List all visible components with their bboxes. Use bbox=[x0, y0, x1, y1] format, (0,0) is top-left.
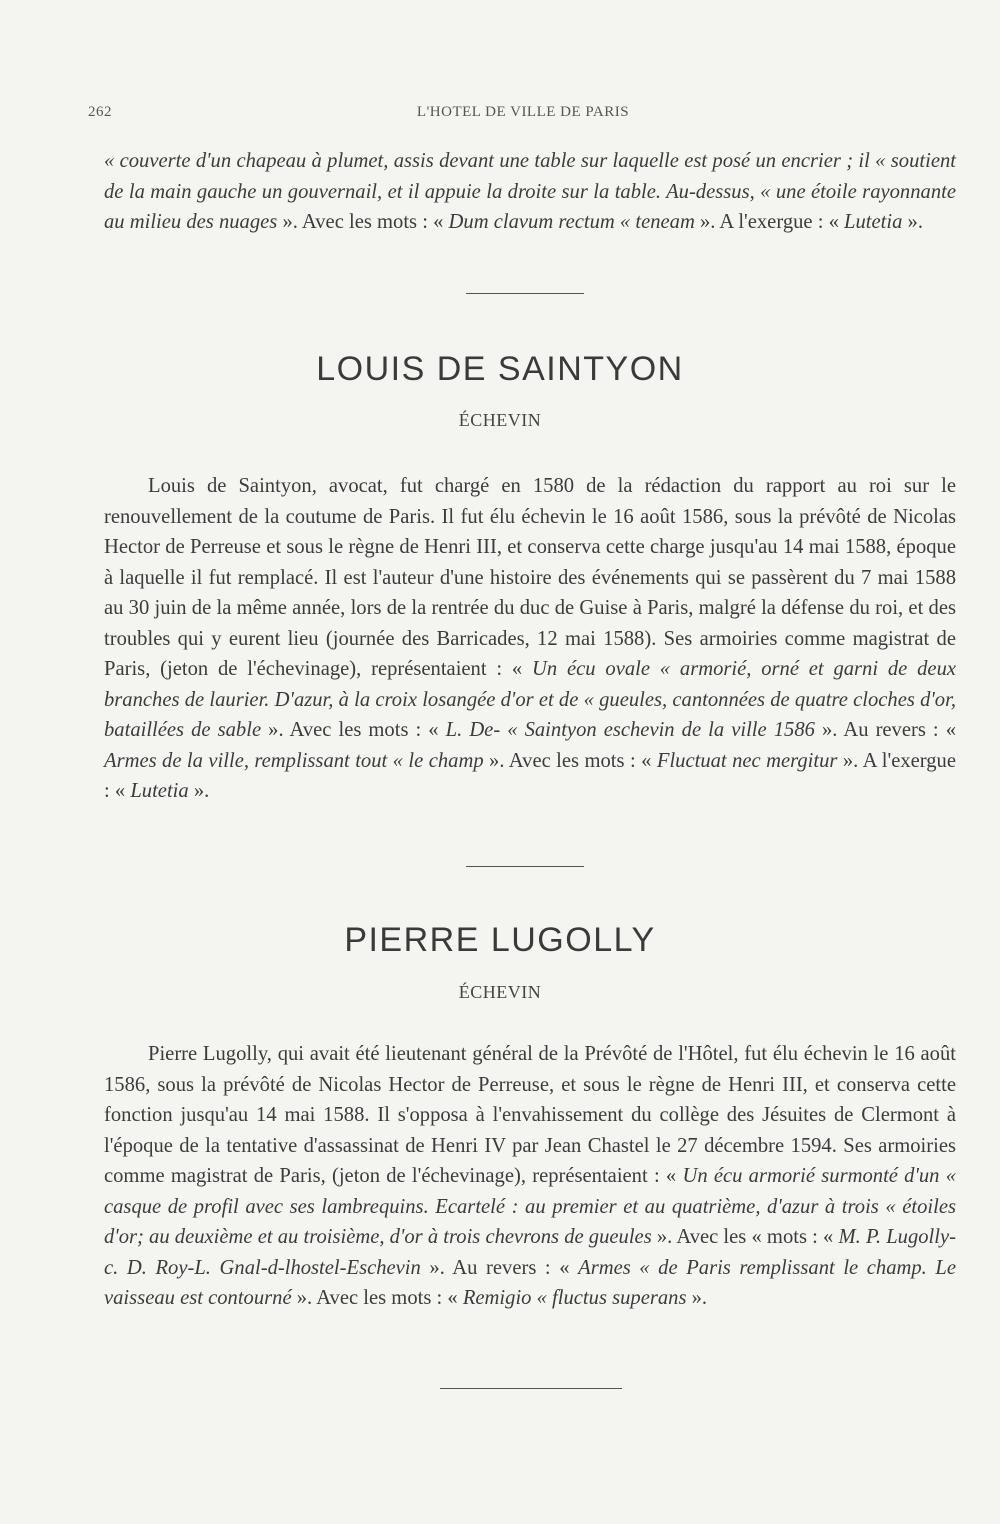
italic-text-run: L. De- « Saintyon eschevin de la ville 1586 bbox=[445, 719, 815, 741]
section-divider bbox=[466, 866, 584, 867]
text-run: ». A l'exergue : « bbox=[104, 749, 956, 802]
text-run: ». Avec les mots : « bbox=[291, 1287, 463, 1309]
text-run: ». bbox=[686, 1287, 708, 1309]
italic-text-run: Dum clavum rectum « teneam bbox=[448, 211, 695, 233]
text-run: ». Au revers : « bbox=[420, 1256, 579, 1279]
text-run: ». Au revers : « bbox=[814, 719, 956, 741]
italic-text-run: Lutetia bbox=[130, 780, 189, 802]
text-run: ». Avec les mots : « bbox=[483, 749, 657, 772]
text-run: Pierre Lugolly, qui avait été lieutenant général de la Prévôté de l'Hôtel, fut élu échevin le 16 août 1586, sous la prévôté de Nicolas Hector de Perreuse, et sous le règne de Henri III, et conserva cette fonction jusqu'au 14 mai 1588. Il s'opposa à l'envahissement du collège des Jésuites de Clermont à l'époque de la tentative d'assassinat de Henri IV par Jean Chastel le 27 décembre 1594. Ses armoiries comme magistrat de Paris, (jeton de l'échevinage), représentaient : « bbox=[104, 1043, 956, 1187]
italic-text-run: Un écu armorié surmonté d'un « casque de profil avec ses lambrequins. Ecartelé : au premier et au quatrième, d'azur à trois « étoiles d'or; au deuxième et au troisième, d'or à trois chevrons de gueules bbox=[104, 1165, 956, 1248]
text-run: ». A l'exergue : « bbox=[694, 211, 845, 233]
italic-text-run: Lutetia bbox=[844, 211, 903, 233]
italic-text-run: M. P. Lugolly-c. D. Roy-L. Gnal-d-lhostel-Eschevin bbox=[104, 1226, 956, 1279]
page-number: 262 bbox=[88, 104, 112, 120]
text-run: ». Avec les mots : « bbox=[261, 719, 446, 741]
section-title-saintyon: LOUIS DE SAINTYON bbox=[316, 350, 684, 388]
italic-text-run: Armes « de Paris remplissant le champ. Le vaisseau est contourné bbox=[104, 1256, 956, 1309]
section-subtitle-saintyon: ÉCHEVIN bbox=[458, 410, 542, 430]
running-title: L'HOTEL DE VILLE DE PARIS bbox=[416, 104, 630, 120]
italic-text-run: Remigio « fluctus superans bbox=[462, 1287, 687, 1309]
text-run: ». bbox=[188, 780, 210, 802]
text-run: ». Avec les mots : « bbox=[277, 211, 449, 233]
italic-text-run: Fluctuat nec mergitur bbox=[656, 749, 838, 772]
text-run: ». bbox=[902, 211, 923, 233]
lugolly-paragraph bbox=[104, 1039, 956, 1314]
italic-text-run: Un écu ovale « armorié, orné et garni de deux branches de laurier. D'azur, à la croix losangée d'or et de « gueules, cantonnées de quatre cloches d'or, bataillées de sable bbox=[104, 658, 957, 741]
text-run: ». Avec les « mots : « bbox=[651, 1226, 839, 1248]
section-divider bbox=[440, 1388, 622, 1389]
italic-text-run: « couverte d'un chapeau à plumet, assis devant une table sur laquelle est posé un encrier ; il « soutient de la main gauche un gouvernail, et il appuie la droite sur la table. Au-dessus, « une étoile rayonnante au milieu des nuages bbox=[104, 150, 956, 233]
italic-text-run: Armes de la ville, remplissant tout « le champ bbox=[104, 749, 484, 772]
section-divider bbox=[466, 293, 584, 294]
running-header bbox=[88, 104, 958, 126]
section-subtitle-lugolly: ÉCHEVIN bbox=[458, 982, 542, 1002]
text-run: Louis de Saintyon, avocat, fut chargé en 1580 de la rédaction du rapport au roi sur le renouvellement de la coutume de Paris. Il fut élu échevin le 16 août 1586, sous la prévôté de Nicolas Hector de Perreuse et sous le règne de Henri III, et conserva cette charge jusqu'au 14 mai 1588, époque à laquelle il fut remplacé. Il est l'auteur d'une histoire des événements qui se passèrent du 7 mai 1588 au 30 juin de la même année, lors de la rentrée du duc de Guise à Paris, malgré la défense du roi, et des troubles qui y eurent lieu (journée des Barricades, 12 mai 1588). Ses armoiries comme magistrat de Paris, (jeton de l'échevinage), représentaient : « bbox=[104, 475, 956, 680]
section-title-lugolly: PIERRE LUGOLLY bbox=[344, 921, 656, 959]
intro-paragraph bbox=[104, 146, 956, 238]
saintyon-paragraph bbox=[104, 471, 956, 807]
